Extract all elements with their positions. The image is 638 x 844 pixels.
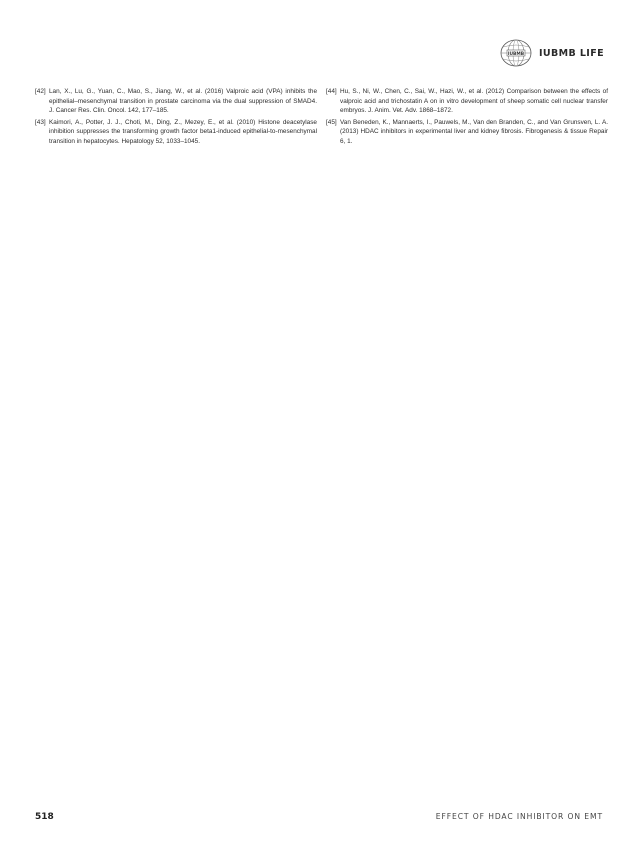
reference-text: Van Beneden, K., Mannaerts, I., Pauwels, M., Van den Branden, C., and Van Grunsven, L. A. (2013) HDAC inhibitors in experimental liver and kidney fibrosis. Fibrogenesis & tissue Repair 6, 1.	[340, 118, 608, 145]
references-left-column	[35, 87, 317, 149]
page-footer	[35, 812, 603, 822]
reference-number: [44]	[326, 88, 337, 95]
reference-text: Lan, X., Lu, G., Yuan, C., Mao, S., Jiang, W., et al. (2016) Valproic acid (VPA) inhibits the epithelial–mesenchymal transition in prostate carcinoma via the dual suppression of SMAD4. J. Cancer Res. Clin. Oncol. 142, 177–185.	[49, 88, 317, 115]
reference-text: Hu, S., Ni, W., Chen, C., Sai, W., Hazi, W., et al. (2012) Comparison between the effects of valproic acid and trichostatin A on in vitro development of sheep somatic cell nuclear transfer embryos. J. Anim. Vet. Adv. 1868–1872.	[340, 88, 608, 115]
journal-header	[499, 38, 604, 68]
running-title: EFFECT OF HDAC INHIBITOR ON EMT	[435, 812, 603, 821]
reference-number: [45]	[326, 118, 337, 126]
reference-text: Kaimori, A., Potter, J. J., Choti, M., Ding, Z., Mezey, E., et al. (2010) Histone deacetylase inhibition suppresses the transforming growth factor beta1-induced epithelial-to-mesenchymal transition in hepatocytes. Hepatology 52, 1033–1045.	[49, 118, 317, 145]
iubmb-globe-logo-icon	[499, 38, 533, 68]
reference-number: [43]	[35, 118, 46, 126]
reference-item	[35, 118, 317, 147]
references-right-column	[326, 87, 608, 149]
journal-name: IUBMB LIFE	[538, 47, 604, 59]
page-number: 518	[35, 812, 54, 822]
reference-number: [42]	[35, 88, 46, 95]
reference-item	[326, 118, 608, 147]
reference-item	[326, 87, 608, 116]
logo-text: IUBMB	[507, 51, 525, 57]
reference-item	[35, 87, 317, 116]
